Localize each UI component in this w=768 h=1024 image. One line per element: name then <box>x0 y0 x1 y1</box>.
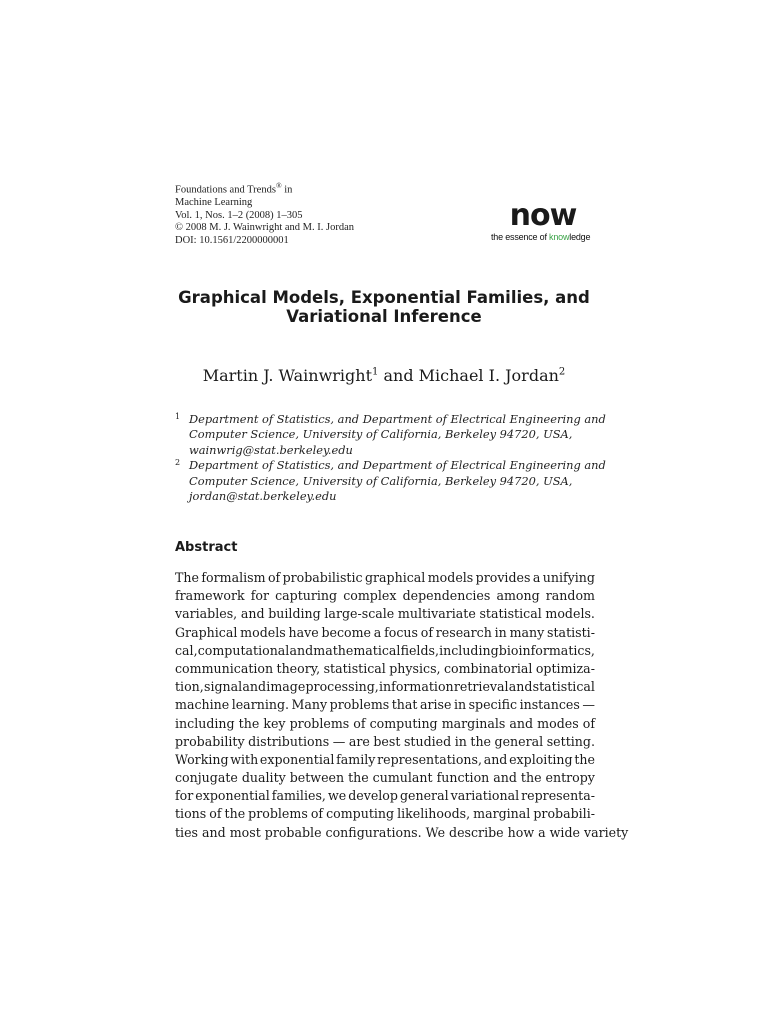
abstract-line: for exponential families, we develop general variational representa- <box>175 788 595 804</box>
title-line-2: Variational Inference <box>286 307 482 326</box>
title-line-1: Graphical Models, Exponential Families, and <box>178 288 590 307</box>
now-wordmark-icon <box>491 200 595 230</box>
abstract-line: variables, and building large-scale multivariate statistical models. <box>175 606 595 622</box>
author-list: Martin J. Wainwright$^1$ and Michael I. Jordan$^2$ <box>202 366 566 385</box>
abstract-line: cal, computational and mathematical fields, including bioinformatics, <box>175 642 595 658</box>
abstract-body <box>175 569 629 842</box>
abstract-line: conjugate duality between the cumulant function and the entropy <box>175 770 595 786</box>
affiliation-1: 1 Department of Statistics, and Department of Electrical Engineering and Computer Science, University of California, Berkeley 94720, USA, wainwrig@stat.berkeley.edu <box>175 412 606 457</box>
abstract-line: tion, signal and image processing, information retrieval and statistical <box>175 679 595 695</box>
svg-text:now: now <box>509 200 577 230</box>
volume-info: Vol. 1, Nos. 1–2 (2008) 1–305 <box>175 209 303 221</box>
logo-tagline: the essence of knowledge <box>491 232 591 242</box>
author-1-mark: 1 <box>372 366 379 378</box>
author-2-mark: 2 <box>558 366 566 378</box>
publisher-logo <box>491 200 595 242</box>
author-2-email: jordan@stat.berkeley.edu <box>189 489 337 504</box>
author-2: Michael I. Jordan <box>418 366 559 385</box>
abstract-line: framework for capturing complex dependencies among random <box>175 588 595 604</box>
abstract-line: The formalism of probabilistic graphical models provides a unifying <box>175 570 595 585</box>
abstract-line: machine learning. Many problems that arise in specific instances — <box>175 697 595 713</box>
journal-name-line1: Foundations and Trends® in <box>175 181 293 196</box>
doi: DOI: 10.1561/2200000001 <box>175 234 289 246</box>
abstract-line: Working with exponential family representations, and exploiting the <box>175 751 595 767</box>
series-info <box>175 180 354 247</box>
abstract-heading: Abstract <box>175 540 238 555</box>
abstract-line: tions of the problems of computing likelihoods, marginal probabili- <box>175 806 595 822</box>
author-1-email: wainwrig@stat.berkeley.edu <box>189 442 353 457</box>
paper-title <box>120 288 648 326</box>
affiliations <box>175 412 605 504</box>
abstract-line: including the key problems of computing marginals and modes of <box>175 715 595 731</box>
journal-name-line2: Machine Learning <box>175 197 253 209</box>
abstract-line: communication theory, statistical physics, combinatorial optimiza- <box>175 660 595 676</box>
registered-mark: ® <box>275 181 282 190</box>
abstract-line: probability distributions — are best studied in the general setting. <box>175 733 595 749</box>
author-1: Martin J. Wainwright <box>202 366 373 385</box>
abstract-line: ties and most probable configurations. We describe how a wide variety <box>175 824 629 840</box>
abstract-line: Graphical models have become a focus of research in many statisti- <box>175 624 595 640</box>
copyright-notice: © 2008 M. J. Wainwright and M. I. Jordan <box>175 222 355 234</box>
affiliation-2: 2 Department of Statistics, and Department of Electrical Engineering and Computer Science, University of California, Berkeley 94720, USA, jordan@stat.berkeley.edu <box>175 458 606 504</box>
